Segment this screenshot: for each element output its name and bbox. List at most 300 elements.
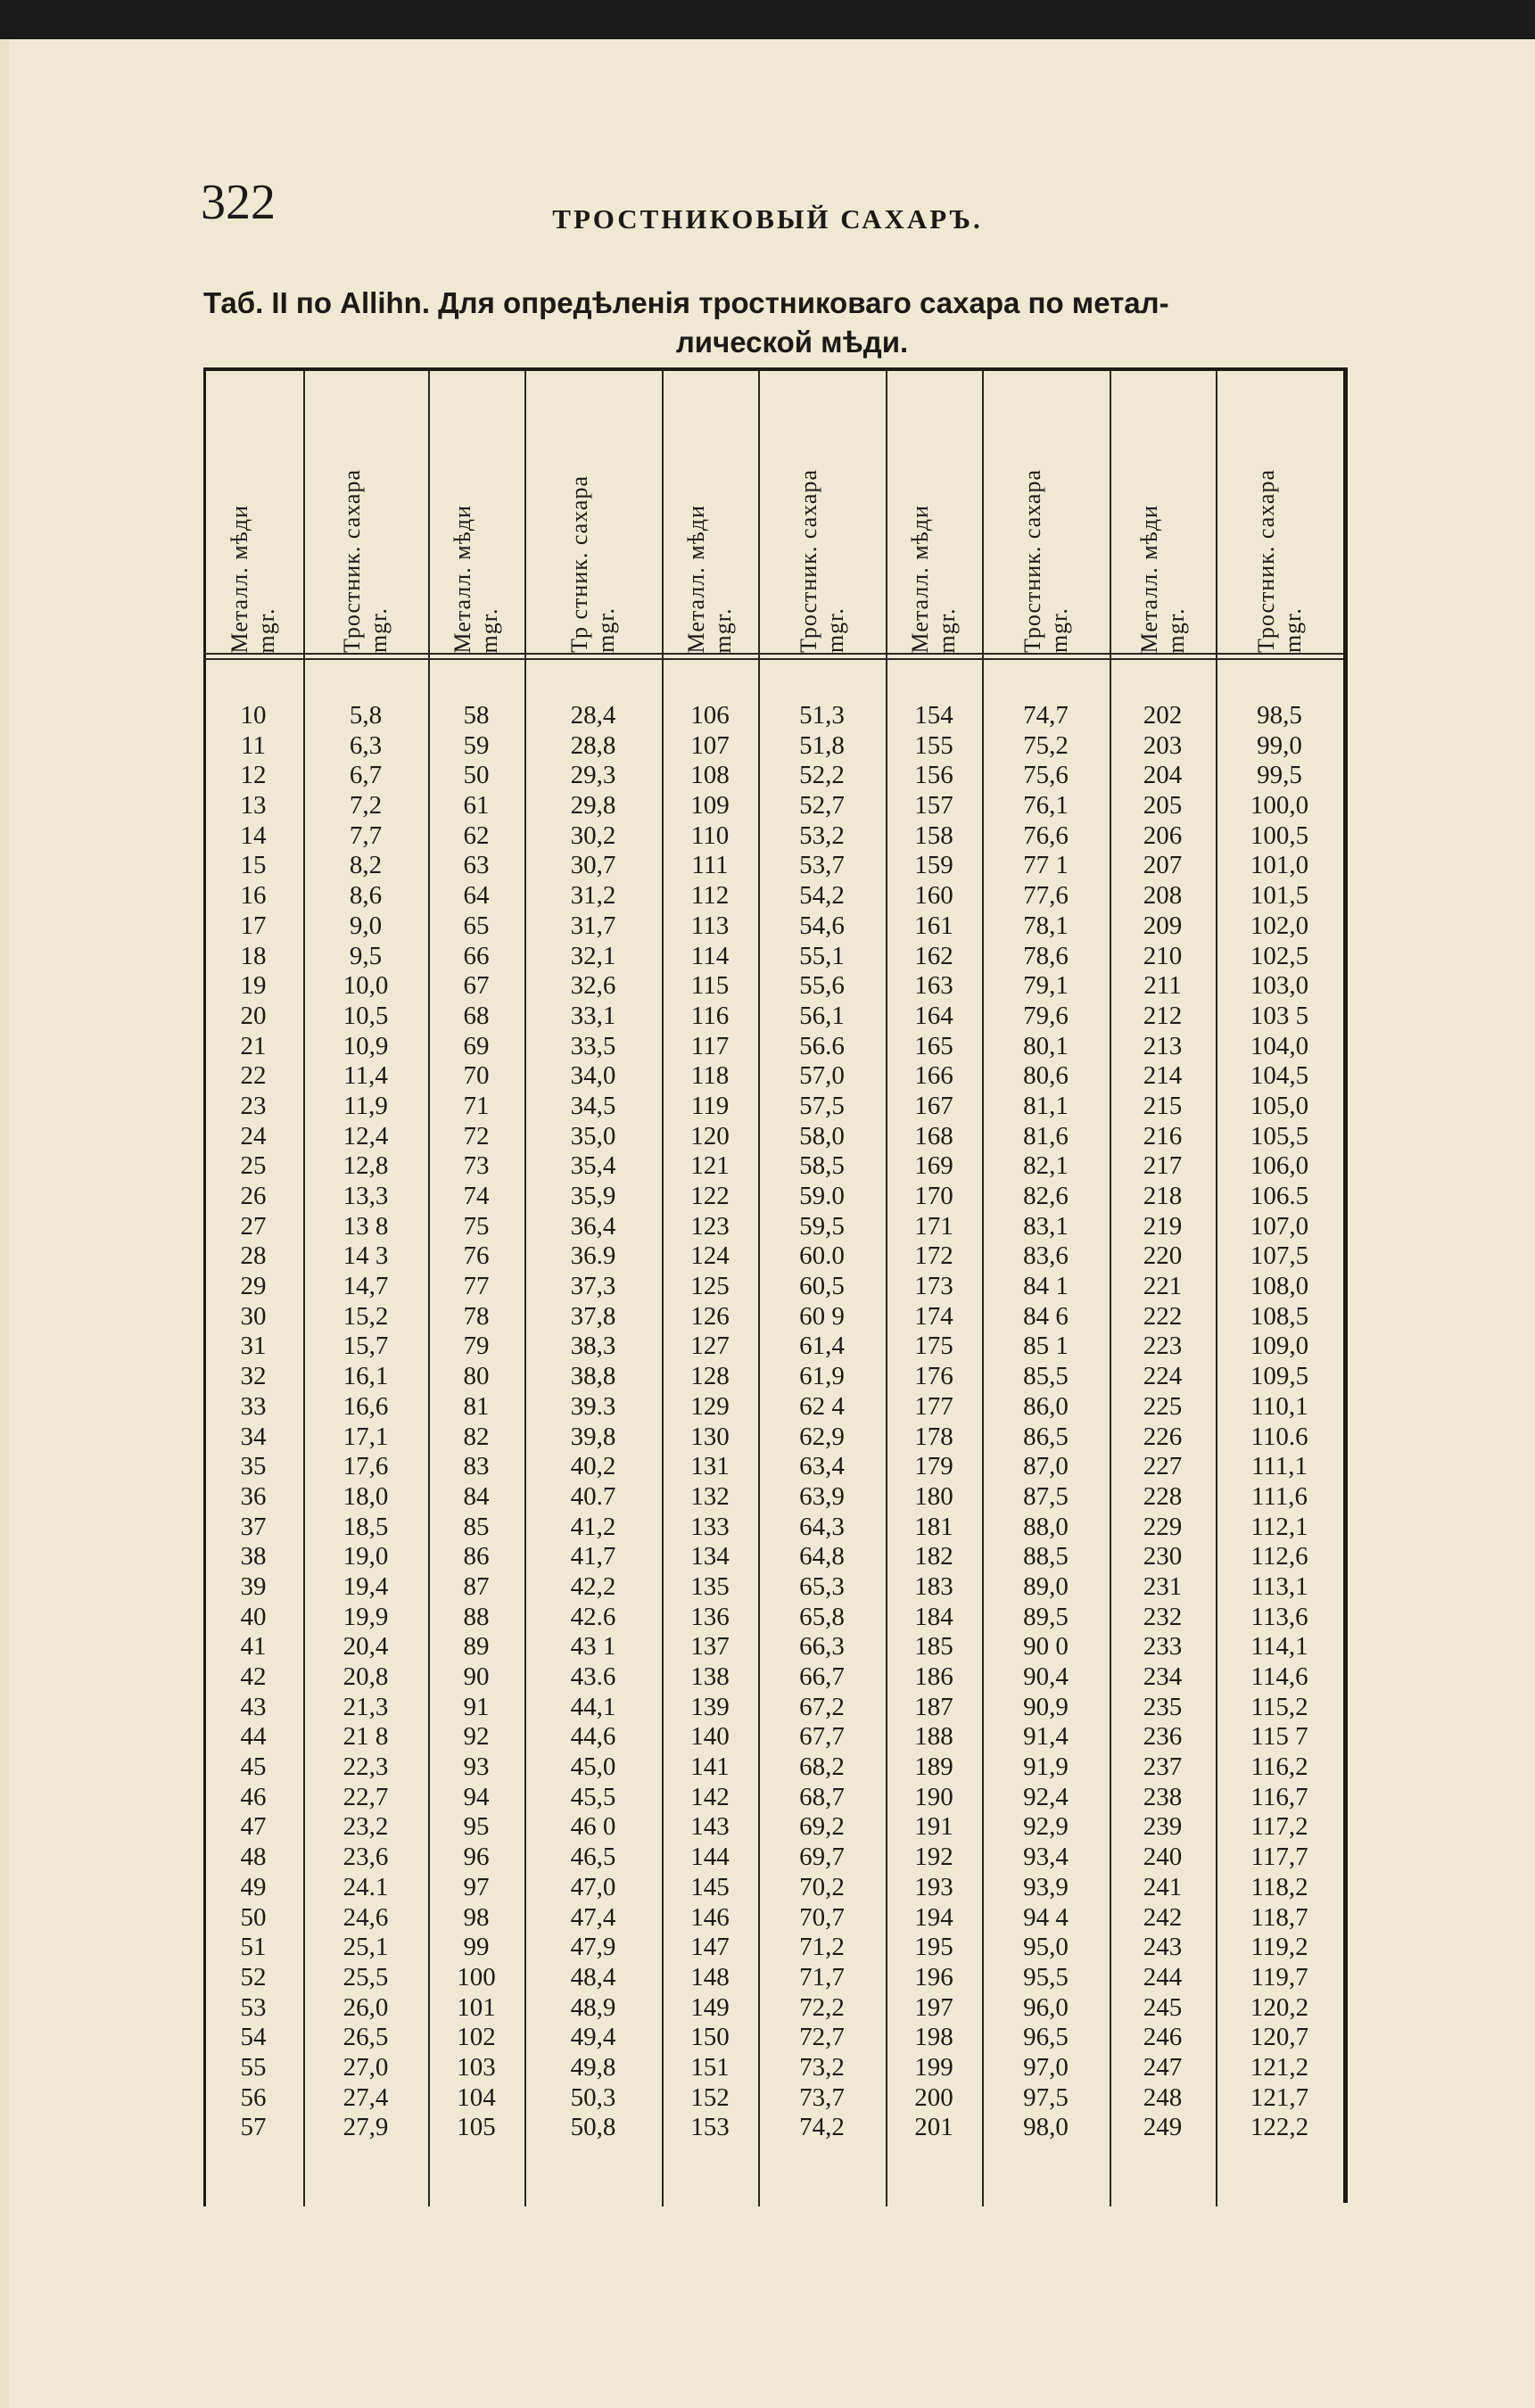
table-cell: 156 — [914, 761, 953, 790]
table-cell: 18,0 — [342, 1481, 389, 1511]
table-cell: 95 — [463, 1812, 490, 1842]
table-cell: 63,4 — [799, 1452, 845, 1481]
table-cell: 125 — [690, 1272, 730, 1301]
table-cell: 117 — [690, 1031, 730, 1060]
table-cell: 103 — [457, 2052, 496, 2082]
table-cell: 24 — [240, 1121, 267, 1150]
table-cell: 139 — [690, 1692, 730, 1721]
scan-top-edge — [0, 0, 1535, 39]
table-cell: 59.0 — [799, 1182, 845, 1210]
table-cell: 78 — [463, 1301, 490, 1331]
table-cell: 73,7 — [799, 2082, 845, 2112]
table-cell: 29 — [240, 1272, 267, 1301]
table-cell: 225 — [1143, 1391, 1183, 1421]
table-cell: 72,2 — [799, 1992, 845, 2022]
table-cell: 103,0 — [1250, 971, 1309, 1001]
table-cell: 27,4 — [342, 2082, 389, 2112]
table-cell: 26,0 — [342, 1992, 389, 2022]
table-cell: 37,3 — [570, 1272, 616, 1301]
table-cell: 17,1 — [342, 1422, 389, 1451]
header-metal-copper-4 — [886, 371, 982, 653]
table-cell: 88,0 — [1023, 1512, 1069, 1541]
table-cell: 151 — [690, 2052, 730, 2082]
table-cell: 8,6 — [349, 881, 383, 911]
table-cell: 104,0 — [1250, 1031, 1309, 1060]
table-cell: 27 — [240, 1211, 267, 1241]
table-cell: 42.6 — [570, 1602, 616, 1631]
table-cell: 76,1 — [1023, 791, 1069, 821]
table-cell: 6,7 — [349, 761, 383, 790]
table-cell: 30,7 — [570, 851, 616, 880]
header-rule-double — [203, 658, 1343, 660]
table-cell: 75,2 — [1023, 730, 1069, 760]
header-metal-copper-2 — [428, 371, 524, 653]
table-cell: 107,0 — [1250, 1211, 1309, 1241]
table-cell: 85 1 — [1023, 1332, 1069, 1361]
table-cell: 215 — [1143, 1091, 1183, 1120]
table-cell: 61,9 — [799, 1362, 845, 1391]
table-cell: 75 — [463, 1211, 490, 1241]
table-cell: 56,1 — [799, 1001, 845, 1030]
table-cell: 76 — [463, 1241, 490, 1271]
table-cell: 101,0 — [1250, 851, 1309, 880]
table-cell: 219 — [1143, 1211, 1183, 1241]
table-cell: 72,7 — [799, 2023, 845, 2052]
table-cell: 93 — [463, 1752, 490, 1782]
table-cell: 83,6 — [1023, 1241, 1069, 1271]
table-cell: 147 — [690, 1933, 730, 1962]
table-cell: 238 — [1143, 1782, 1183, 1811]
table-cell: 118 — [690, 1061, 730, 1091]
table-cell: 46,5 — [570, 1843, 616, 1872]
table-cell: 169 — [914, 1151, 953, 1181]
table-cell: 105,5 — [1250, 1121, 1309, 1150]
table-cell: 186 — [914, 1662, 953, 1691]
table-cell: 237 — [1143, 1752, 1183, 1782]
table-cell: 204 — [1143, 761, 1183, 790]
table-cell: 103 5 — [1250, 1001, 1309, 1030]
table-cell: 50,8 — [570, 2113, 616, 2142]
header-label: Металл. мѣди mgr. — [227, 504, 279, 653]
table-cell: 185 — [914, 1632, 953, 1662]
table-cell: 40,2 — [570, 1452, 616, 1481]
table-cell: 71,7 — [799, 1962, 845, 1992]
table-cell: 167 — [914, 1091, 953, 1120]
table-cell: 100,5 — [1250, 821, 1309, 850]
table-cell: 52 — [240, 1962, 267, 1992]
table-cell: 36.9 — [570, 1241, 616, 1271]
table-cell: 52,7 — [799, 791, 845, 821]
table-cell: 115,2 — [1250, 1692, 1308, 1721]
table-cell: 58 — [463, 701, 490, 730]
table-cell: 218 — [1143, 1182, 1183, 1210]
table-cell: 29,3 — [570, 761, 616, 790]
table-cell: 222 — [1143, 1301, 1183, 1331]
table-cell: 14,7 — [342, 1272, 389, 1301]
table-cell: 66 — [463, 941, 490, 970]
header-label: Тр стник. сахара mgr. — [566, 475, 619, 653]
table-cell: 236 — [1143, 1722, 1183, 1752]
table-cell: 25,5 — [342, 1962, 389, 1992]
table-cell: 184 — [914, 1602, 953, 1631]
table-cell: 157 — [914, 791, 953, 821]
table-cell: 165 — [914, 1031, 953, 1060]
table-cell: 89,5 — [1023, 1602, 1069, 1631]
table-cell: 87 — [463, 1571, 490, 1601]
table-cell: 146 — [690, 1902, 730, 1932]
table-cell: 102 — [457, 2023, 496, 2052]
table-cell: 77,6 — [1023, 881, 1069, 911]
table-cell: 108 — [690, 761, 730, 790]
table-cell: 37,8 — [570, 1301, 616, 1331]
table-cell: 142 — [690, 1782, 730, 1811]
table-cell: 17 — [240, 911, 267, 940]
table-cell: 171 — [914, 1211, 953, 1241]
table-cell: 99 — [463, 1933, 490, 1962]
table-cell: 56 — [240, 2082, 267, 2112]
table-cell: 69,2 — [799, 1812, 845, 1842]
table-cell: 16,1 — [342, 1362, 389, 1391]
table-cell: 65 — [463, 911, 490, 940]
table-cell: 67 — [463, 971, 490, 1001]
table-cell: 205 — [1143, 791, 1183, 821]
table-cell: 27,0 — [342, 2052, 389, 2082]
table-cell: 112,6 — [1250, 1542, 1308, 1571]
table-cell: 160 — [914, 881, 953, 911]
table-cell: 51,3 — [799, 701, 845, 730]
page-number: 322 — [201, 175, 276, 230]
table-cell: 162 — [914, 941, 953, 970]
table-cell: 36,4 — [570, 1211, 616, 1241]
table-cell: 31,2 — [570, 881, 616, 911]
table-cell: 56.6 — [799, 1031, 845, 1060]
table-cell: 23 — [240, 1091, 267, 1120]
table-cell: 74,7 — [1023, 701, 1069, 730]
table-cell: 7,7 — [349, 821, 383, 850]
table-cell: 69 — [463, 1031, 490, 1060]
table-cell: 116 — [690, 1001, 730, 1030]
table-cell: 113,1 — [1250, 1571, 1308, 1601]
table-cell: 19,4 — [342, 1571, 389, 1601]
table-cell: 70 — [463, 1061, 490, 1091]
header-label: Тростник. сахара mgr. — [795, 468, 848, 653]
table-cell: 34,0 — [570, 1061, 616, 1091]
table-cell: 48,9 — [570, 1992, 616, 2022]
table-cell: 138 — [690, 1662, 730, 1691]
table-cell: 202 — [1143, 701, 1183, 730]
table-cell: 192 — [914, 1843, 953, 1872]
table-cell: 88,5 — [1023, 1542, 1069, 1571]
table-cell: 32 — [240, 1362, 267, 1391]
table-cell: 11,4 — [343, 1061, 388, 1091]
table-cell: 224 — [1143, 1362, 1183, 1391]
table-cell: 199 — [914, 2052, 953, 2082]
header-metal-copper-3 — [662, 371, 758, 653]
table-cell: 229 — [1143, 1512, 1183, 1541]
table-cell: 107,5 — [1250, 1241, 1309, 1271]
table-cell: 120,2 — [1250, 1992, 1309, 2022]
table-cell: 97,5 — [1023, 2082, 1069, 2112]
table-cell: 45 — [240, 1752, 267, 1782]
table-cell: 119,7 — [1250, 1962, 1308, 1992]
table-cell: 28 — [240, 1241, 267, 1271]
table-cell: 36 — [240, 1481, 267, 1511]
table-cell: 89,0 — [1023, 1571, 1069, 1601]
table-cell: 110 — [690, 821, 730, 850]
table-cell: 121,7 — [1250, 2082, 1309, 2112]
table-cell: 164 — [914, 1001, 953, 1030]
table-cell: 47,0 — [570, 1872, 616, 1901]
table-cell: 214 — [1143, 1061, 1183, 1091]
table-cell: 25 — [240, 1151, 267, 1181]
table-cell: 53,2 — [799, 821, 845, 850]
table-cell: 31,7 — [570, 911, 616, 940]
table-cell: 24,6 — [342, 1902, 389, 1932]
table-cell: 10,5 — [342, 1001, 389, 1030]
column-cane-sugar-2 — [524, 701, 662, 2143]
table-cell: 137 — [690, 1632, 730, 1662]
table-cell: 91,9 — [1023, 1752, 1069, 1782]
table-cell: 232 — [1143, 1602, 1183, 1631]
table-cell: 60.0 — [799, 1241, 845, 1271]
header-cane-sugar-1 — [303, 371, 428, 653]
header-label: Металл. мѣди mgr. — [450, 504, 502, 653]
header-cane-sugar-3 — [758, 371, 886, 653]
table-cell: 206 — [1143, 821, 1183, 850]
table-cell: 100 — [457, 1962, 496, 1992]
table-cell: 57 — [240, 2113, 267, 2142]
table-cell: 80,6 — [1023, 1061, 1069, 1091]
table-cell: 113 — [690, 911, 730, 940]
table-cell: 46 — [240, 1782, 267, 1811]
table-cell: 216 — [1143, 1121, 1183, 1150]
table-cell: 60 9 — [799, 1301, 845, 1331]
table-cell: 74 — [463, 1182, 490, 1210]
table-cell: 119,2 — [1250, 1933, 1308, 1962]
table-cell: 42,2 — [570, 1571, 616, 1601]
table-cell: 168 — [914, 1121, 953, 1150]
table-cell: 87,0 — [1023, 1452, 1069, 1481]
table-cell: 21,3 — [342, 1692, 389, 1721]
header-cane-sugar-5 — [1216, 371, 1343, 653]
table-cell: 179 — [914, 1452, 953, 1481]
table-cell: 89 — [463, 1632, 490, 1662]
table-cell: 64,8 — [799, 1542, 845, 1571]
table-cell: 158 — [914, 821, 953, 850]
table-cell: 228 — [1143, 1481, 1183, 1511]
table-cell: 121 — [690, 1151, 730, 1181]
table-cell: 141 — [690, 1752, 730, 1782]
table-cell: 46 0 — [570, 1812, 616, 1842]
column-metal-copper-1 — [203, 701, 303, 2143]
table-cell: 84 1 — [1023, 1272, 1069, 1301]
table-cell: 62 — [463, 821, 490, 850]
table-cell: 85 — [463, 1512, 490, 1541]
table-cell: 245 — [1143, 1992, 1183, 2022]
table-cell: 48 — [240, 1843, 267, 1872]
table-cell: 45,0 — [570, 1752, 616, 1782]
table-cell: 28,4 — [570, 701, 616, 730]
table-cell: 80,1 — [1023, 1031, 1069, 1060]
table-cell: 19 — [240, 971, 267, 1001]
table-cell: 66,3 — [799, 1632, 845, 1662]
table-cell: 99,0 — [1257, 730, 1302, 760]
table-cell: 35 — [240, 1452, 267, 1481]
table-cell: 13,3 — [342, 1182, 389, 1210]
table-cell: 47,4 — [570, 1902, 616, 1932]
table-cell: 175 — [914, 1332, 953, 1361]
table-cell: 148 — [690, 1962, 730, 1992]
table-cell: 173 — [914, 1272, 953, 1301]
table-cell: 188 — [914, 1722, 953, 1752]
table-cell: 54,6 — [799, 911, 845, 940]
table-cell: 39 — [240, 1571, 267, 1601]
table-cell: 96,0 — [1023, 1992, 1069, 2022]
table-cell: 11 — [241, 730, 266, 760]
table-cell: 135 — [690, 1571, 730, 1601]
table-cell: 174 — [914, 1301, 953, 1331]
table-cell: 163 — [914, 971, 953, 1001]
table-cell: 191 — [914, 1812, 953, 1842]
table-cell: 91 — [463, 1692, 490, 1721]
table-cell: 40 — [240, 1602, 267, 1631]
table-cell: 79,6 — [1023, 1001, 1069, 1030]
table-cell: 20,4 — [342, 1632, 389, 1662]
table-cell: 114,1 — [1250, 1632, 1308, 1662]
table-cell: 88 — [463, 1602, 490, 1631]
table-cell: 95,5 — [1023, 1962, 1069, 1992]
table-cell: 43.6 — [570, 1662, 616, 1691]
table-cell: 35,4 — [570, 1151, 616, 1181]
table-cell: 31 — [240, 1332, 267, 1361]
table-cell: 55 — [240, 2052, 267, 2082]
table-cell: 235 — [1143, 1692, 1183, 1721]
header-metal-copper-5 — [1110, 371, 1216, 653]
table-cell: 43 1 — [570, 1632, 616, 1662]
table-cell: 85,5 — [1023, 1362, 1069, 1391]
table-cell: 212 — [1143, 1001, 1183, 1030]
header-label: Тростник. сахара mgr. — [1019, 468, 1072, 653]
table-cell: 15,2 — [342, 1301, 389, 1331]
table-cell: 110.6 — [1250, 1422, 1308, 1451]
column-metal-copper-4 — [886, 701, 982, 2143]
table-cell: 198 — [914, 2023, 953, 2052]
table-cell: 30 — [240, 1301, 267, 1331]
table-cell: 22,3 — [342, 1752, 389, 1782]
table-cell: 149 — [690, 1992, 730, 2022]
table-cell: 51 — [240, 1933, 267, 1962]
table-cell: 95,0 — [1023, 1933, 1069, 1962]
table-cell: 122 — [690, 1182, 730, 1210]
table-cell: 194 — [914, 1902, 953, 1932]
table-cell: 196 — [914, 1962, 953, 1992]
table-cell: 136 — [690, 1602, 730, 1631]
table-cell: 57,5 — [799, 1091, 845, 1120]
table-cell: 68,7 — [799, 1782, 845, 1811]
table-cell: 73 — [463, 1151, 490, 1181]
table-cell: 11,9 — [343, 1091, 388, 1120]
table-cell: 6,3 — [349, 730, 383, 760]
table-cell: 12,4 — [342, 1121, 389, 1150]
table-cell: 217 — [1143, 1151, 1183, 1181]
header-label: Тростник. сахара mgr. — [339, 468, 392, 653]
table-cell: 120,7 — [1250, 2023, 1309, 2052]
table-cell: 47 — [240, 1812, 267, 1842]
table-cell: 115 — [690, 971, 730, 1001]
table-cell: 29,8 — [570, 791, 616, 821]
table-cell: 131 — [690, 1452, 730, 1481]
table-cell: 58,5 — [799, 1151, 845, 1181]
table-cell: 64,3 — [799, 1512, 845, 1541]
table-cell: 34,5 — [570, 1091, 616, 1120]
table-cell: 60,5 — [799, 1272, 845, 1301]
table-cell: 63 — [463, 851, 490, 880]
table-cell: 49 — [240, 1872, 267, 1901]
table-cell: 96,5 — [1023, 2023, 1069, 2052]
table-cell: 177 — [914, 1391, 953, 1421]
table-cell: 106 — [690, 701, 730, 730]
table-cell: 92 — [463, 1722, 490, 1752]
table-cell: 71 — [463, 1091, 490, 1120]
table-cell: 19,0 — [342, 1542, 389, 1571]
table-cell: 97,0 — [1023, 2052, 1069, 2082]
table-cell: 35,9 — [570, 1182, 616, 1210]
table-cell: 86 — [463, 1542, 490, 1571]
table-cell: 178 — [914, 1422, 953, 1451]
table-cell: 143 — [690, 1812, 730, 1842]
table-cell: 26 — [240, 1182, 267, 1210]
table-cell: 9,0 — [349, 911, 383, 940]
table-cell: 81 — [463, 1391, 490, 1421]
table-cell: 38 — [240, 1542, 267, 1571]
table-cell: 130 — [690, 1422, 730, 1451]
table-cell: 74,2 — [799, 2113, 845, 2142]
table-cell: 241 — [1143, 1872, 1183, 1901]
header-label: Тростник. сахара mgr. — [1252, 468, 1306, 653]
table-cell: 5,8 — [349, 701, 383, 730]
table-cell: 55,6 — [799, 971, 845, 1001]
table-cell: 72 — [463, 1121, 490, 1150]
table-cell: 211 — [1143, 971, 1182, 1001]
table-cell: 59 — [463, 730, 490, 760]
table-cell: 39.3 — [570, 1391, 616, 1421]
table-cell: 98,5 — [1257, 701, 1302, 730]
table-cell: 109,0 — [1250, 1332, 1309, 1361]
table-cell: 98,0 — [1023, 2113, 1069, 2142]
table-cell: 53 — [240, 1992, 267, 2022]
table-cell: 54 — [240, 2023, 267, 2052]
table-cell: 61,4 — [799, 1332, 845, 1361]
header-cane-sugar-4 — [982, 371, 1110, 653]
table-cell: 195 — [914, 1933, 953, 1962]
table-cell: 70,7 — [799, 1902, 845, 1932]
caption-line-1: Таб. II по Allihn. Для опредѣленія тростниковаго сахара по метал- — [203, 286, 1169, 319]
table-cell: 81,6 — [1023, 1121, 1069, 1150]
table-cell: 116,2 — [1250, 1752, 1308, 1782]
table-cell: 44 — [240, 1722, 267, 1752]
table-cell: 247 — [1143, 2052, 1183, 2082]
table-cell: 38,3 — [570, 1332, 616, 1361]
table-cell: 82,1 — [1023, 1151, 1069, 1181]
table-cell: 61 — [463, 791, 490, 821]
column-cane-sugar-4 — [982, 701, 1110, 2143]
table-cell: 83,1 — [1023, 1211, 1069, 1241]
column-cane-sugar-1 — [303, 701, 428, 2143]
table-cell: 189 — [914, 1752, 953, 1782]
table-cell: 108,5 — [1250, 1301, 1309, 1331]
table-cell: 152 — [690, 2082, 730, 2112]
table-cell: 132 — [690, 1481, 730, 1511]
